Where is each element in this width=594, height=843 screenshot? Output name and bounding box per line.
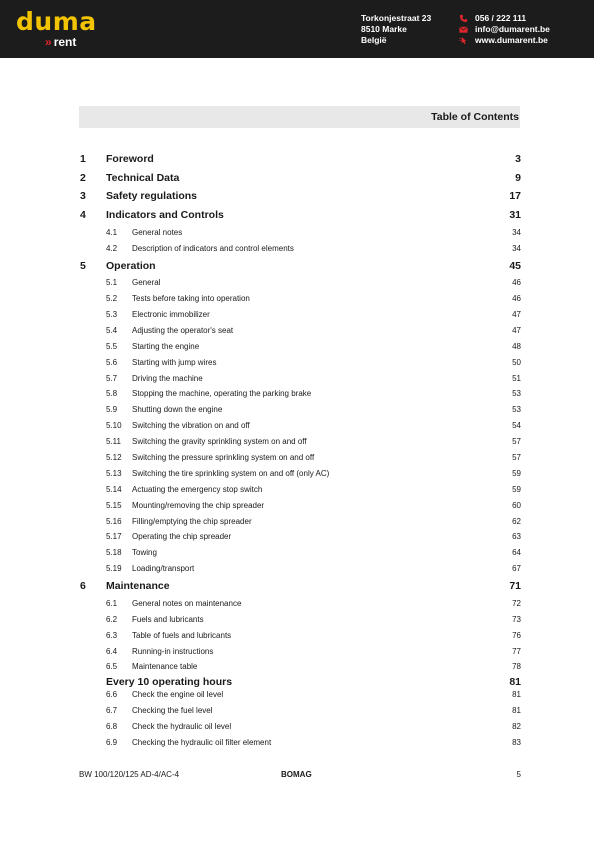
toc-entry-number: 5.14 [106, 484, 122, 494]
website-row[interactable] [459, 35, 550, 46]
toc-entry-title: Switching the tire sprinkling system on and off (only AC) [132, 468, 330, 478]
toc-entry-number: 6.5 [106, 662, 118, 672]
toc-entry-number: 6.4 [106, 646, 118, 656]
toc-entry-page: 73 [512, 614, 521, 624]
email-row[interactable] [459, 24, 550, 35]
address-street: Torkonjestraat 23 [361, 13, 432, 23]
toc-entry-page: 64 [512, 548, 521, 558]
web-cursor-icon [459, 36, 468, 45]
footer-brand: BOMAG [281, 770, 312, 779]
toc-section-row[interactable] [79, 483, 522, 499]
toc-entry-number: 6.6 [106, 690, 118, 700]
toc-entry-page: 62 [512, 516, 521, 526]
page-footer [79, 770, 521, 782]
mail-icon [459, 25, 468, 34]
toc-entry-page: 54 [512, 421, 521, 431]
toc-entry-page: 45 [509, 259, 521, 272]
contact-block [459, 13, 550, 46]
toc-entry-number: 5.3 [106, 310, 118, 319]
toc-entry-title: Foreword [106, 153, 154, 165]
toc-section-row[interactable] [79, 613, 522, 629]
toc-entry-number: 5.18 [106, 548, 122, 558]
toc-section-row[interactable] [79, 704, 522, 720]
toc-section-row[interactable] [79, 645, 522, 661]
toc-section-row[interactable] [79, 387, 522, 403]
toc-entry-page: 83 [512, 737, 521, 747]
toc-entry-number: 5 [80, 259, 86, 272]
logo-wordmark: duma [16, 7, 97, 36]
toc-section-row[interactable] [79, 562, 522, 578]
toc-heading: Table of Contents [431, 111, 519, 123]
toc-entry-page: 3 [515, 153, 521, 165]
toc-entry-number: 6.9 [106, 737, 118, 747]
toc-section-row[interactable] [79, 403, 522, 419]
footer-model: BW 100/120/125 AD-4/AC-4 [79, 770, 180, 779]
phone-row[interactable] [459, 13, 550, 24]
toc-entry-number: 6.2 [106, 614, 118, 624]
toc-entry-title: Table of fuels and lubricants [132, 630, 232, 640]
toc-entry-number: 5.8 [106, 389, 118, 399]
toc-entry-page: 63 [512, 532, 521, 542]
toc-section-row[interactable] [79, 530, 522, 546]
toc-entry-page: 57 [512, 453, 521, 463]
toc-entry-page: 59 [512, 468, 521, 478]
toc-entry-page: 51 [512, 373, 521, 383]
toc-entry-title: Switching the gravity sprinkling system on and off [132, 437, 307, 447]
phone-icon [459, 14, 468, 23]
toc-section-row[interactable] [79, 467, 522, 483]
toc-entry-page: 47 [512, 325, 521, 335]
toc-section-row[interactable] [79, 515, 522, 531]
toc-section-row[interactable] [79, 435, 522, 451]
toc-entry-number: 2 [80, 171, 86, 184]
toc-entry-title: Technical Data [106, 171, 180, 184]
toc-entry-page: 46 [512, 294, 521, 304]
toc-entry-page: 81 [512, 706, 521, 716]
toc-interval-row[interactable] [79, 676, 522, 688]
toc-entry-title: Starting the engine [132, 341, 200, 351]
toc-section-row[interactable] [79, 688, 522, 704]
toc-section-row[interactable] [79, 276, 522, 292]
toc-entry-title: Checking the fuel level [132, 706, 213, 716]
toc-entry-page: 71 [509, 580, 521, 593]
toc-entry-number: 5.11 [106, 437, 121, 447]
logo-sub-text: rent [53, 35, 77, 49]
toc-entry-page: 67 [512, 564, 521, 574]
toc-entry-title: Tests before taking into operation [132, 294, 250, 304]
toc-entry-title: Maintenance table [132, 662, 198, 672]
toc-heading-banner [79, 106, 520, 128]
toc-entry-title: Actuating the emergency stop switch [132, 484, 263, 494]
toc-entry-number: 5.12 [106, 453, 122, 463]
toc-entry-title: Switching the pressure sprinkling system on and off [132, 453, 315, 463]
toc-entry-title: Stopping the machine, operating the parking brake [132, 389, 312, 399]
company-address [361, 13, 431, 46]
toc-section-row[interactable] [79, 629, 522, 645]
footer-page-number: 5 [516, 770, 521, 779]
toc-section-row[interactable] [79, 419, 522, 435]
toc-entry-title: Mounting/removing the chip spreader [132, 500, 265, 510]
toc-section-row[interactable] [79, 499, 522, 515]
toc-entry-title: Electronic immobilizer [132, 310, 210, 319]
website-url: www.dumarent.be [475, 35, 548, 45]
toc-chapter-row[interactable] [79, 151, 522, 170]
toc-entry-page: 34 [512, 227, 521, 237]
toc-entry-number: 1 [80, 153, 86, 165]
toc-section-row[interactable] [79, 292, 522, 308]
toc-section-row[interactable] [79, 451, 522, 467]
toc-entry-number: 5.5 [106, 341, 118, 351]
toc-entry-title: Operating the chip spreader [132, 532, 232, 542]
duma-rent-logo[interactable] [16, 7, 97, 49]
toc-entry-page: 82 [512, 722, 521, 732]
toc-entry-title: Running-in instructions [132, 646, 214, 656]
toc-entry-page: 81 [509, 676, 521, 689]
toc-section-row[interactable] [79, 736, 522, 752]
toc-entry-page: 31 [509, 209, 521, 222]
toc-entry-title: Shutting down the engine [132, 405, 223, 415]
header-bar [0, 0, 594, 58]
toc-entry-title: Description of indicators and control elements [132, 243, 294, 253]
toc-entry-number: 5.13 [106, 468, 122, 478]
phone-number: 056 / 222 111 [475, 13, 527, 23]
email-address: info@dumarent.be [475, 24, 550, 34]
toc-chapter-row[interactable] [79, 170, 522, 189]
toc-entry-page: 46 [512, 278, 521, 288]
toc-entry-title: Checking the hydraulic oil filter element [132, 737, 272, 747]
toc-entry-number: 5.15 [106, 500, 122, 510]
toc-entry-title: Filling/emptying the chip spreader [132, 516, 252, 526]
toc-entry-number: 5.19 [106, 564, 122, 574]
toc-entry-number: 5.4 [106, 325, 118, 335]
toc-entry-page: 76 [512, 630, 521, 640]
toc-entry-page: 77 [512, 646, 521, 656]
toc-chapter-row[interactable] [79, 188, 522, 207]
toc-entry-title: General [132, 278, 161, 288]
toc-chapter-row[interactable] [79, 207, 522, 226]
logo-subtitle [45, 36, 76, 48]
toc-entry-number: 5.1 [106, 278, 118, 288]
toc-section-row[interactable] [79, 308, 522, 324]
toc-entry-number: 5.16 [106, 516, 122, 526]
toc-entry-number: 6 [80, 580, 86, 593]
toc-entry-number: 5.10 [106, 421, 122, 431]
toc-entry-title: Safety regulations [106, 190, 198, 203]
toc-entry-title: Adjusting the operator's seat [132, 325, 234, 335]
toc-entry-title: Starting with jump wires [132, 357, 217, 367]
toc-section-row[interactable] [79, 356, 522, 372]
toc-section-row[interactable] [79, 660, 522, 676]
toc-entry-number: 5.7 [106, 373, 118, 383]
address-country: België [361, 35, 387, 45]
toc-entry-title: Fuels and lubricants [132, 614, 204, 624]
toc-chapter-row[interactable] [79, 578, 522, 597]
toc-entry-page: 60 [512, 500, 521, 510]
toc-chapter-row[interactable] [79, 258, 522, 277]
toc-entry-page: 50 [512, 357, 521, 367]
toc-entry-number: 4 [80, 209, 86, 222]
toc-entry-number: 5.6 [106, 357, 118, 367]
toc-entry-page: 53 [512, 389, 521, 399]
toc-entry-title: Check the hydraulic oil level [132, 722, 232, 732]
toc-entry-page: 57 [512, 437, 521, 447]
toc-entry-page: 9 [515, 171, 521, 184]
toc-entry-page: 48 [512, 341, 521, 351]
toc-section-row[interactable] [79, 720, 522, 736]
toc-entry-page: 72 [512, 598, 521, 608]
toc-entry-number: 6.3 [106, 630, 118, 640]
toc-entry-number: 3 [80, 190, 86, 203]
toc-entry-title: Maintenance [106, 580, 170, 593]
toc-entry-page: 81 [512, 690, 521, 700]
toc-entry-title: Towing [132, 548, 157, 558]
toc-entry-title: Driving the machine [132, 373, 203, 383]
toc-section-row[interactable] [79, 546, 522, 562]
toc-entry-title: General notes on maintenance [132, 598, 242, 608]
toc-entry-number: 5.2 [106, 294, 118, 304]
toc-entry-number: 6.7 [106, 706, 118, 716]
toc-section-row[interactable] [79, 226, 522, 242]
toc-entry-title: Check the engine oil level [132, 690, 224, 700]
toc-section-row[interactable] [79, 372, 522, 388]
toc-section-row[interactable] [79, 242, 522, 258]
address-city: 8510 Marke [361, 24, 407, 34]
toc-entry-page: 59 [512, 484, 521, 494]
toc-section-row[interactable] [79, 340, 522, 356]
logo-chevron-icon: » [45, 35, 52, 49]
toc-entry-page: 47 [512, 310, 521, 319]
toc-entry-number: 6.8 [106, 722, 118, 732]
toc-entry-number: 4.2 [106, 243, 118, 253]
toc-entry-title: General notes [132, 227, 183, 237]
toc-entry-title: Switching the vibration on and off [132, 421, 250, 431]
toc-entry-title: Loading/transport [132, 564, 195, 574]
toc-entry-page: 34 [512, 243, 521, 253]
toc-entry-page: 78 [512, 662, 521, 672]
toc-entry-page: 17 [509, 190, 521, 203]
toc-entry-title: Indicators and Controls [106, 209, 224, 222]
toc-entry-number: 6.1 [106, 598, 118, 608]
toc-section-row[interactable] [79, 324, 522, 340]
toc-section-row[interactable] [79, 597, 522, 613]
toc-entry-number: 4.1 [106, 227, 118, 237]
toc-entry-number: 5.9 [106, 405, 118, 415]
toc-entry-title: Operation [106, 259, 156, 272]
table-of-contents [79, 151, 522, 752]
toc-entry-number: 5.17 [106, 532, 122, 542]
toc-entry-title: Every 10 operating hours [106, 676, 233, 689]
toc-entry-page: 53 [512, 405, 521, 415]
